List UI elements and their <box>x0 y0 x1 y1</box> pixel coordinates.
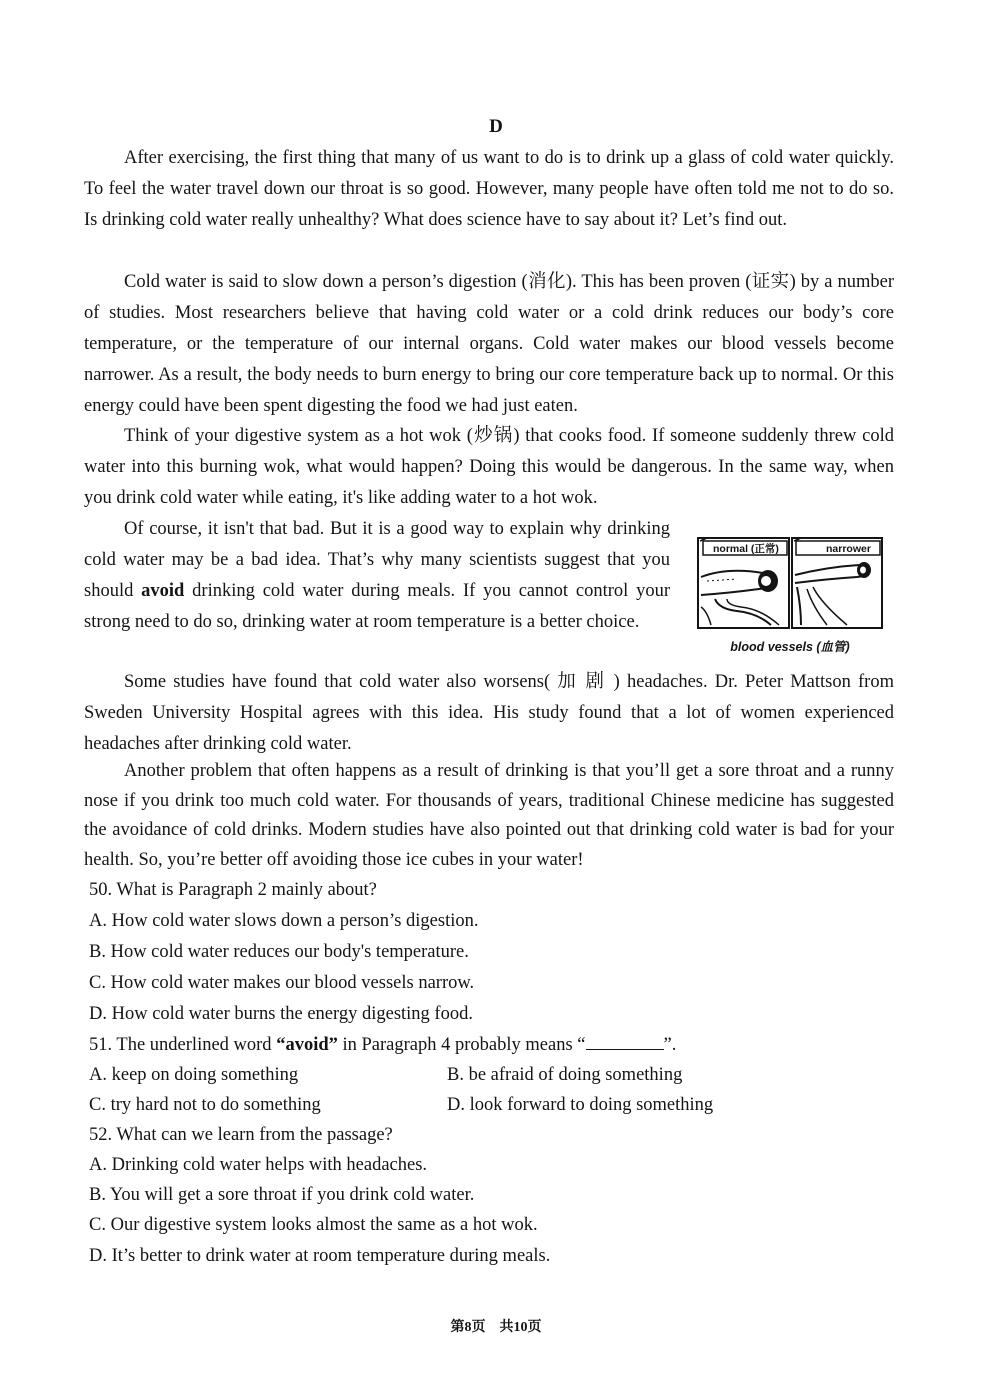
paragraph-text: Think of your digestive system as a hot wok (炒锅) that cooks food. If someone suddenly threw cold water into this burning wok, what would happen? Doing this would be dangerous. In the same way, when you drink cold water while eating, it's like adding water to a hot wok. <box>84 426 894 508</box>
question-51-stem-after: in Paragraph 4 probably means “ <box>337 1035 586 1055</box>
question-50-option-d: D. How cold water burns the energy digesting food. <box>89 1004 473 1024</box>
figure-label-normal: normal (正常) <box>713 543 779 555</box>
question-52-option-c: C. Our digestive system looks almost the same as a hot wok. <box>89 1215 538 1235</box>
passage-paragraph-3 <box>84 421 894 514</box>
passage-paragraph-4 <box>84 514 670 638</box>
paragraph-text: Another problem that often happens as a result of drinking is that you’ll get a sore throat and a runny nose if you drink too much cold water. For thousands of years, traditional Chinese medicine has suggested the avoidance of cold drinks. Modern studies have also pointed out that drinking cold water is bad for your health. So, you’re better off avoiding those ice cubes in your water! <box>84 761 894 870</box>
question-51-stem-end: ”. <box>663 1035 677 1055</box>
passage-paragraph-1 <box>84 143 894 236</box>
question-50-option-c: C. How cold water makes our blood vessels narrow. <box>89 973 475 993</box>
question-51-stem-before: 51. The underlined word <box>89 1035 277 1055</box>
question-52-option-d: D. It’s better to drink water at room temperature during meals. <box>89 1246 551 1266</box>
question-52-stem: 52. What can we learn from the passage? <box>89 1125 393 1145</box>
section-heading: D <box>489 116 503 137</box>
paragraph-text-before: Of course, it isn't that bad. But it is a good way to explain why drinking cold water may be a bad idea. That’s why many scientists suggest that you should <box>84 519 670 601</box>
page-number: 第8页 共10页 <box>450 1320 542 1335</box>
paragraph-text-after: drinking cold water during meals. If you cannot control your strong need to do so, drinking water at room temperature is a better choice. <box>84 581 670 632</box>
blood-vessel-illustration <box>697 537 883 629</box>
passage-paragraph-2 <box>84 267 894 422</box>
keyword-avoid: avoid <box>141 581 185 601</box>
question-51-option-d: D. look forward to doing something <box>447 1095 714 1115</box>
question-52-option-b: B. You will get a sore throat if you drink cold water. <box>89 1185 475 1205</box>
question-50-option-b: B. How cold water reduces our body's temperature. <box>89 942 469 962</box>
passage-paragraph-5 <box>84 667 894 760</box>
question-52-option-a: A. Drinking cold water helps with headaches. <box>89 1155 428 1175</box>
question-51-keyword: “avoid” <box>276 1035 338 1055</box>
question-50-option-a: A. How cold water slows down a person’s digestion. <box>89 911 479 931</box>
question-51-option-a: A. keep on doing something <box>89 1065 299 1085</box>
paragraph-text: Some studies have found that cold water also worsens( 加 剧 ) headaches. Dr. Peter Mattson from Sweden University Hospital agrees with this idea. His study found that a lot of women experienced headaches after drinking cold water. <box>84 672 894 754</box>
paragraph-text: Cold water is said to slow down a person’s digestion (消化). This has been proven (证实) by a number of studies. Most researchers believe that having cold water or a cold drink reduces our body’s core temperature, or the temperature of our internal organs. Cold water makes our blood vessels become narrower. As a result, the body needs to burn energy to bring our core temperature back up to normal. Or this energy could have been spent digesting the food we had just eaten. <box>84 272 894 416</box>
figure-label-narrower: narrower <box>826 543 871 555</box>
question-51-option-b: B. be afraid of doing something <box>447 1065 683 1085</box>
question-51-stem <box>89 1035 676 1056</box>
passage-paragraph-6 <box>84 757 894 875</box>
figure-caption: blood vessels (血管) <box>730 640 850 654</box>
question-51-option-c: C. try hard not to do something <box>89 1095 321 1115</box>
answer-blank <box>586 1048 664 1050</box>
paragraph-text: After exercising, the first thing that many of us want to do is to drink up a glass of cold water quickly. To feel the water travel down our throat is so good. However, many people have often told me not to do so. Is drinking cold water really unhealthy? What does science have to say about it? Let’s find out. <box>84 148 894 230</box>
paragraph-text <box>84 514 670 638</box>
blood-vessel-figure <box>697 537 883 655</box>
question-50-stem: 50. What is Paragraph 2 mainly about? <box>89 880 377 900</box>
